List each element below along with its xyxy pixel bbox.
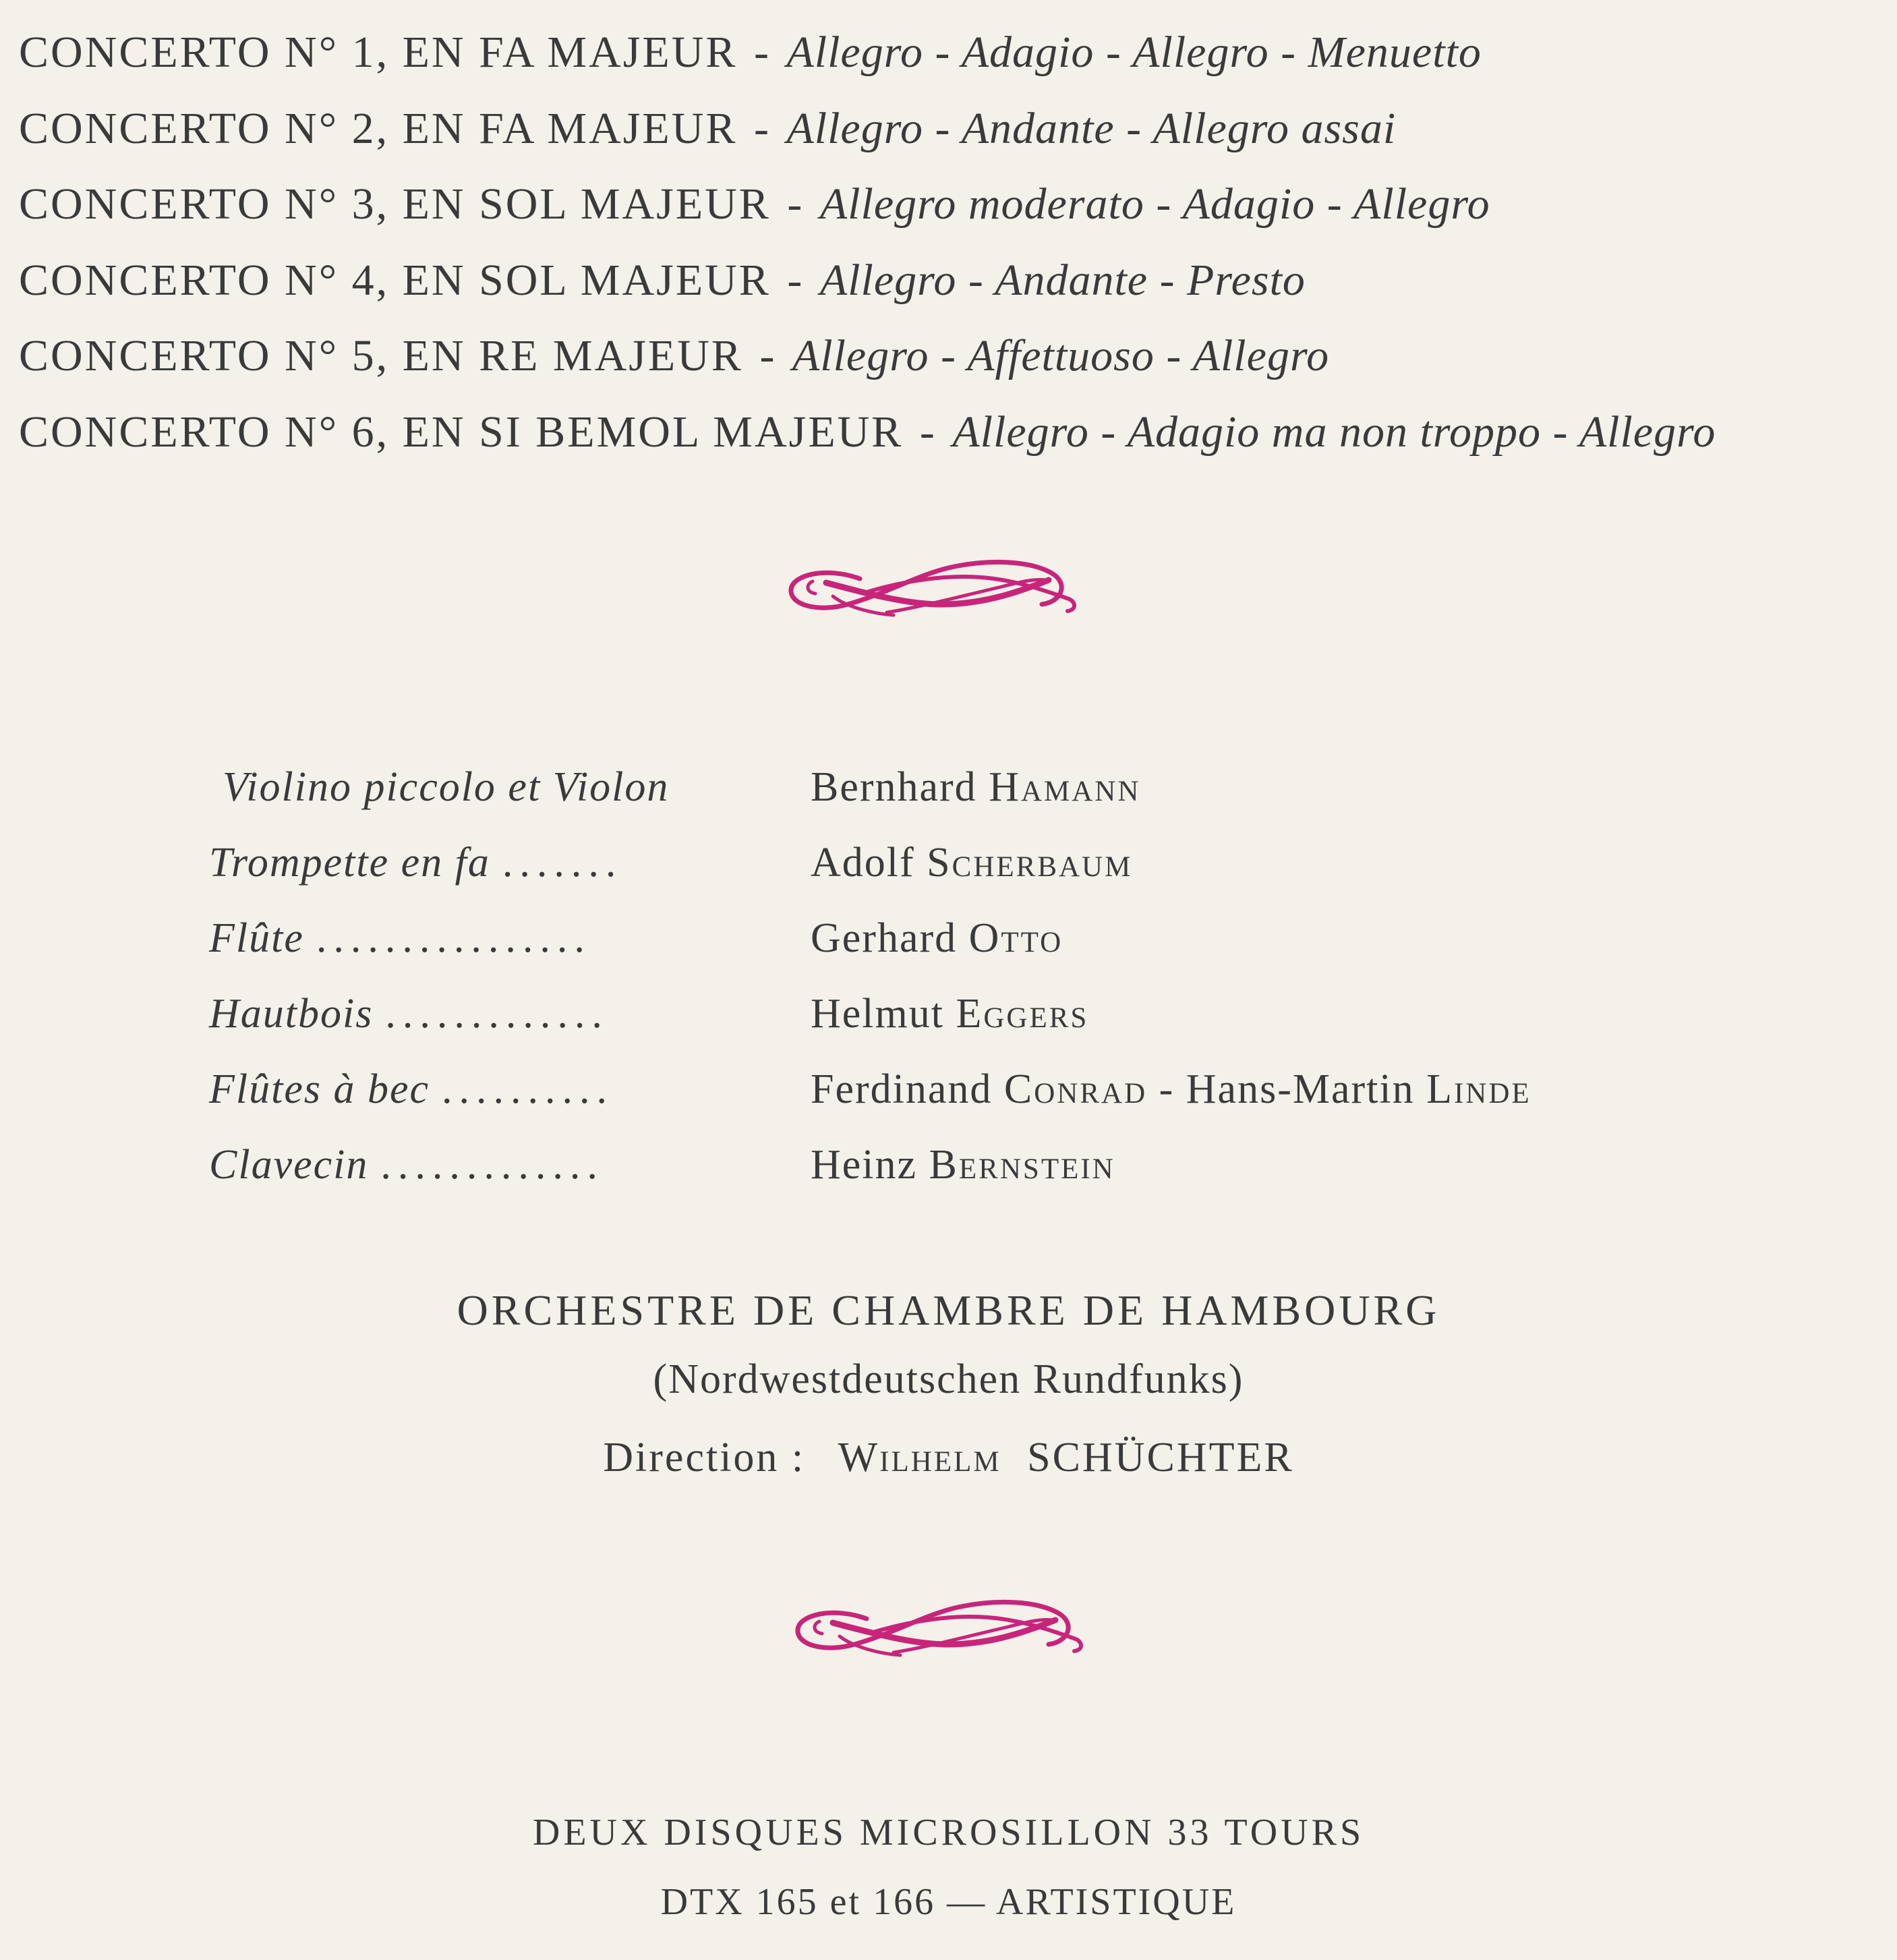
performer-first-name: Heinz bbox=[811, 1142, 918, 1188]
leader-dots: ................ bbox=[316, 915, 591, 961]
separator: - bbox=[753, 103, 770, 153]
performer-instrument: Flûtes à bec bbox=[209, 1066, 430, 1112]
performer-row bbox=[209, 839, 1760, 915]
separator: - bbox=[759, 331, 776, 380]
disc-format: DEUX DISQUES MICROSILLON 33 TOURS bbox=[532, 1812, 1365, 1853]
concerto-movements: Allegro - Affettuoso - Allegro bbox=[792, 331, 1330, 380]
leader-dots: ............. bbox=[385, 991, 609, 1037]
flourish-ornament-icon bbox=[792, 1580, 1089, 1671]
performer-instrument: Hautbois bbox=[209, 991, 374, 1037]
concerto-title: CONCERTO N° 4, EN SOL MAJEUR bbox=[19, 255, 771, 305]
performer-row bbox=[209, 1066, 1760, 1141]
concerto-title: CONCERTO N° 1, EN FA MAJEUR bbox=[19, 28, 738, 77]
ornament-strokes bbox=[791, 562, 1074, 615]
concerto-line-1 bbox=[19, 15, 1894, 91]
separator: - bbox=[753, 28, 770, 77]
concerto-movements: Allegro - Adagio ma non troppo - Allegro bbox=[952, 407, 1716, 457]
ornament-strokes bbox=[798, 1602, 1081, 1655]
performer-last-name: Conrad bbox=[1003, 1066, 1148, 1112]
concerto-line-2 bbox=[19, 91, 1894, 167]
performer-last-name: Eggers bbox=[956, 991, 1089, 1037]
concerto-line-3 bbox=[19, 167, 1894, 243]
concerto-line-4 bbox=[19, 243, 1894, 319]
concerto-title: CONCERTO N° 3, EN SOL MAJEUR bbox=[19, 179, 771, 229]
performers-list bbox=[209, 763, 1760, 1217]
conductor-last-name: SCHÜCHTER bbox=[1027, 1435, 1294, 1480]
concerto-title: CONCERTO N° 5, EN RE MAJEUR bbox=[19, 331, 743, 380]
orchestra-name: ORCHESTRE DE CHAMBRE DE HAMBOURG bbox=[457, 1286, 1440, 1334]
orchestra-direction bbox=[0, 1434, 1897, 1482]
performer-second-name: - Hans-Martin bbox=[1147, 1066, 1427, 1112]
concerto-line-6 bbox=[19, 395, 1894, 471]
performer-first-name: Ferdinand bbox=[811, 1066, 993, 1112]
performer-instrument: Clavecin bbox=[209, 1142, 369, 1188]
concerto-line-5 bbox=[19, 318, 1894, 395]
performer-last-name: Scherbaum bbox=[927, 840, 1133, 886]
leader-dots: ....... bbox=[502, 840, 623, 886]
performer-last-name: Hamann bbox=[989, 764, 1141, 810]
performer-first-name: Gerhard bbox=[811, 915, 958, 961]
concerto-movements: Allegro moderato - Adagio - Allegro bbox=[819, 179, 1490, 229]
performer-row bbox=[209, 763, 1760, 839]
concerto-movements: Allegro - Andante - Allegro assai bbox=[786, 103, 1397, 153]
separator: - bbox=[787, 179, 804, 229]
leader-dots: ............. bbox=[380, 1142, 604, 1188]
performer-instrument: Violino piccolo et Violon bbox=[223, 764, 670, 810]
separator: - bbox=[787, 255, 804, 305]
flourish-ornament-icon bbox=[786, 540, 1082, 631]
direction-label: Direction : bbox=[603, 1435, 806, 1480]
performer-row bbox=[209, 1141, 1760, 1217]
performer-last-name: Otto bbox=[968, 915, 1063, 961]
conductor-first-name: Wilhelm bbox=[838, 1435, 1001, 1480]
concerto-list bbox=[19, 15, 1894, 470]
concerto-movements: Allegro - Andante - Presto bbox=[819, 255, 1306, 305]
performer-instrument: Trompette en fa bbox=[209, 840, 490, 886]
performer-second-last-name: Linde bbox=[1426, 1066, 1531, 1112]
orchestra-subtitle: (Nordwestdeutschen Rundfunks) bbox=[653, 1356, 1244, 1402]
concerto-title: CONCERTO N° 6, EN SI BEMOL MAJEUR bbox=[19, 407, 904, 457]
performer-row bbox=[209, 990, 1760, 1066]
performer-last-name: Bernstein bbox=[929, 1142, 1115, 1188]
performer-instrument: Flûte bbox=[209, 915, 304, 961]
separator: - bbox=[919, 407, 936, 457]
concerto-title: CONCERTO N° 2, EN FA MAJEUR bbox=[19, 103, 738, 153]
performer-first-name: Helmut bbox=[811, 991, 944, 1037]
concerto-movements: Allegro - Adagio - Allegro - Menuetto bbox=[786, 28, 1482, 77]
performer-first-name: Adolf bbox=[811, 840, 915, 886]
performer-first-name: Bernhard bbox=[811, 764, 977, 810]
leader-dots: .......... bbox=[442, 1066, 614, 1112]
catalog-number: DTX 165 et 166 — ARTISTIQUE bbox=[660, 1881, 1237, 1923]
performer-row bbox=[209, 915, 1760, 990]
